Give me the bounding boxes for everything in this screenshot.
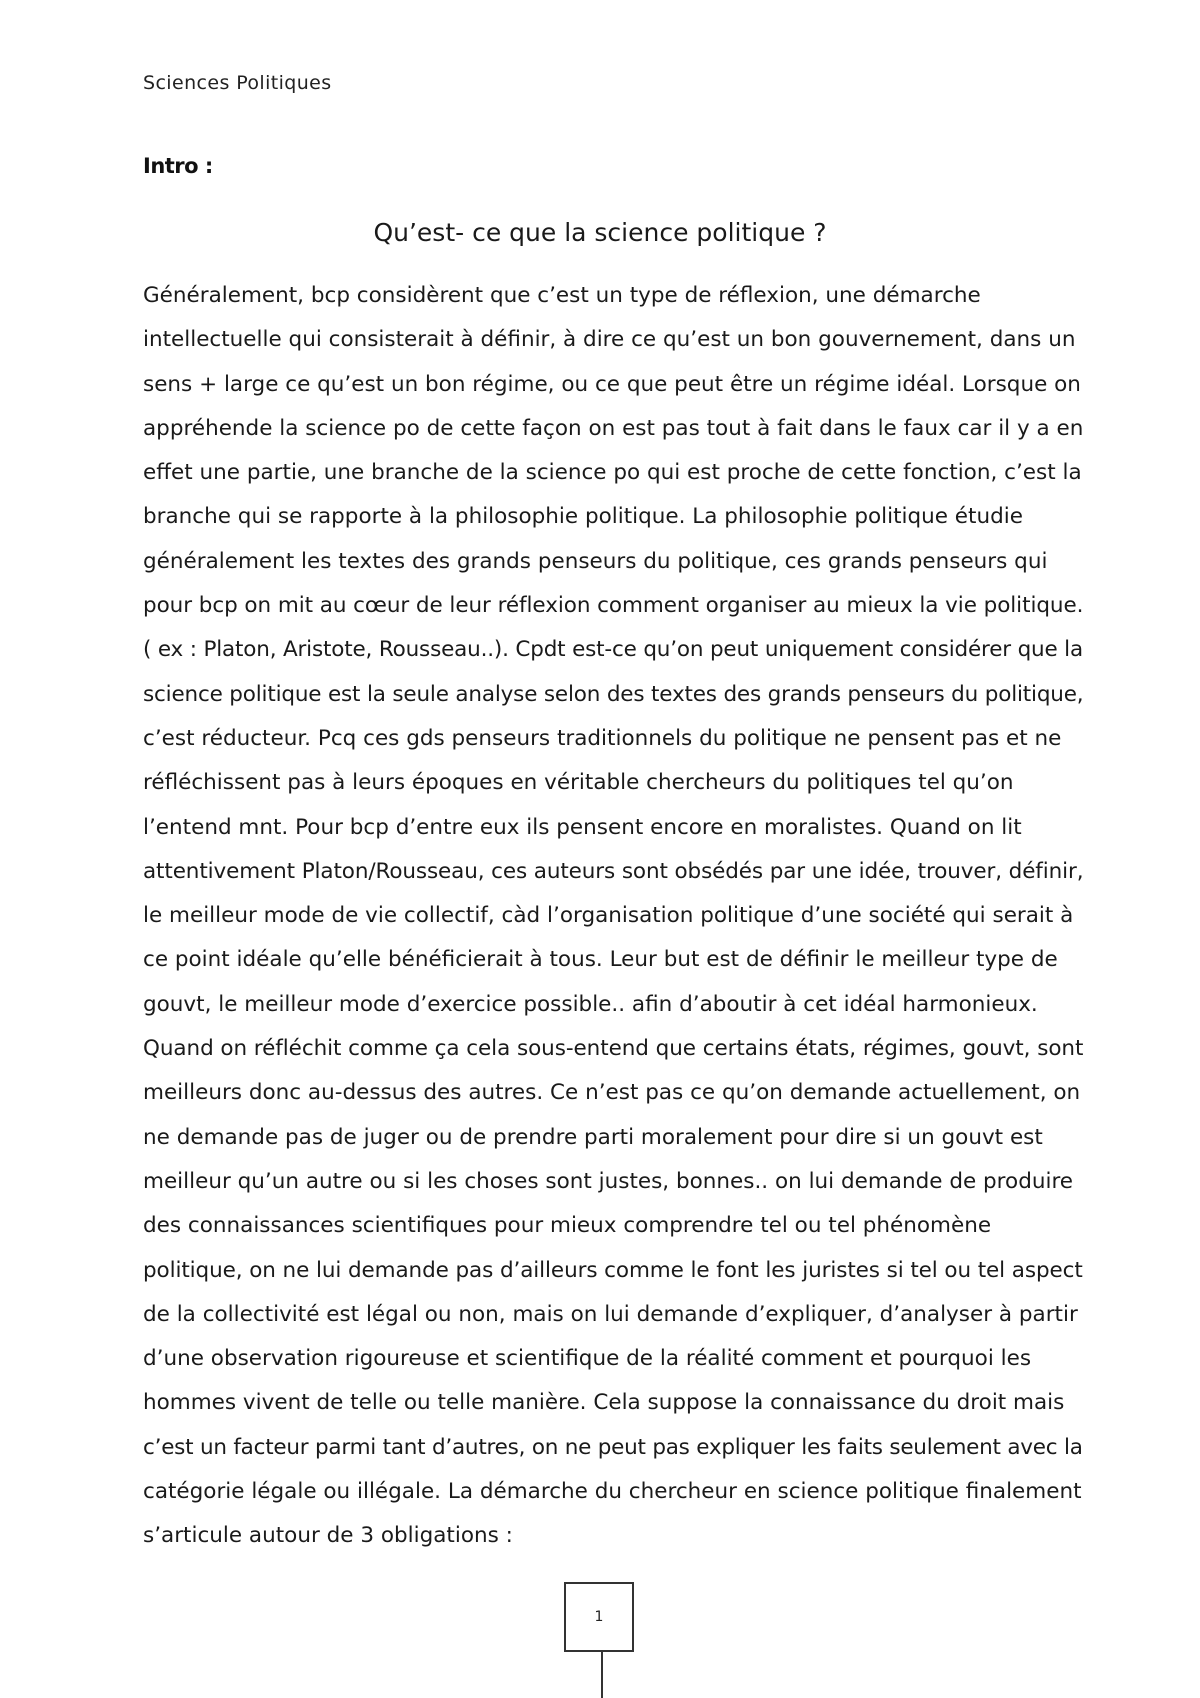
- body-line: s’articule autour de 3 obligations :: [143, 1523, 513, 1549]
- running-header: Sciences Politiques: [143, 72, 332, 94]
- document-title: Qu’est- ce que la science politique ?: [373, 218, 827, 247]
- body-line: Généralement, bcp considèrent que c’est un type de réflexion, une démarche: [143, 283, 981, 308]
- page-number: 1: [594, 1609, 604, 1625]
- body-line: sens + large ce qu’est un bon régime, ou ce que peut être un régime idéal. Lorsque on: [143, 371, 1081, 397]
- body-line: science politique est la seule analyse selon des textes des grands penseurs du politique,: [143, 681, 1084, 707]
- body-line: branche qui se rapporte à la philosophie politique. La philosophie politique étudie: [143, 504, 1023, 530]
- body-line: gouvt, le meilleur mode d’exercice possible.. afin d’aboutir à cet idéal harmonieux.: [143, 991, 1038, 1017]
- body-line: appréhende la science po de cette façon on est pas tout à fait dans le faux car il y a en: [143, 415, 1084, 441]
- body-line: catégorie légale ou illégale. La démarche du chercheur en science politique finalement: [143, 1479, 1082, 1505]
- body-line: l’entend mnt. Pour bcp d’entre eux ils pensent encore en moralistes. Quand on lit: [143, 814, 1022, 840]
- body-line: intellectuelle qui consisterait à définir, à dire ce qu’est un bon gouvernement, dans un: [143, 327, 1076, 353]
- body-line: attentivement Platon/Rousseau, ces auteurs sont obsédés par une idée, trouver, définir,: [143, 858, 1084, 884]
- body-line: effet une partie, une branche de la science po qui est proche de cette fonction, c’est la: [143, 460, 1082, 486]
- body-line: pour bcp on mit au cœur de leur réflexion comment organiser au mieux la vie politique.: [143, 593, 1084, 619]
- body-line: généralement les textes des grands penseurs du politique, ces grands penseurs qui: [143, 548, 1048, 574]
- body-line: c’est réducteur. Pcq ces gds penseurs traditionnels du politique ne pensent pas et ne: [143, 725, 1062, 751]
- section-heading-intro: Intro :: [143, 154, 213, 178]
- page-number-box: [564, 1582, 634, 1652]
- body-line: ( ex : Platon, Aristote, Rousseau..). Cpdt est-ce qu’on peut uniquement considérer que la: [143, 637, 1083, 663]
- body-line: politique, on ne lui demande pas d’ailleurs comme le font les juristes si tel ou tel aspect: [143, 1257, 1083, 1283]
- body-line: des connaissances scientifiques pour mieux comprendre tel ou tel phénomène: [143, 1213, 992, 1239]
- body-line: d’une observation rigoureuse et scientifique de la réalité comment et pourquoi les: [143, 1346, 1032, 1372]
- body-line: c’est un facteur parmi tant d’autres, on ne peut pas expliquer les faits seulement avec la: [143, 1434, 1083, 1460]
- body-line: le meilleur mode de vie collectif, càd l’organisation politique d’une société qui serait à: [143, 903, 1074, 929]
- body-line: hommes vivent de telle ou telle manière. Cela suppose la connaissance du droit mais: [143, 1390, 1065, 1416]
- body-line: Quand on réfléchit comme ça cela sous-entend que certains états, régimes, gouvt, sont: [143, 1036, 1084, 1062]
- body-paragraph: [143, 274, 1083, 1559]
- body-line: meilleurs donc au-dessus des autres. Ce n’est pas ce qu’on demande actuellement, on: [143, 1080, 1081, 1106]
- page-number-connector-line: [601, 1652, 603, 1698]
- body-line: ne demande pas de juger ou de prendre parti moralement pour dire si un gouvt est: [143, 1124, 1043, 1150]
- body-line: réfléchissent pas à leurs époques en véritable chercheurs du politiques tel qu’on: [143, 770, 1014, 796]
- body-line: meilleur qu’un autre ou si les choses sont justes, bonnes.. on lui demande de produire: [143, 1168, 1074, 1194]
- body-line: de la collectivité est légal ou non, mais on lui demande d’expliquer, d’analyser à partir: [143, 1301, 1078, 1327]
- body-line: ce point idéale qu’elle bénéficierait à tous. Leur but est de définir le meilleur type de: [143, 947, 1058, 973]
